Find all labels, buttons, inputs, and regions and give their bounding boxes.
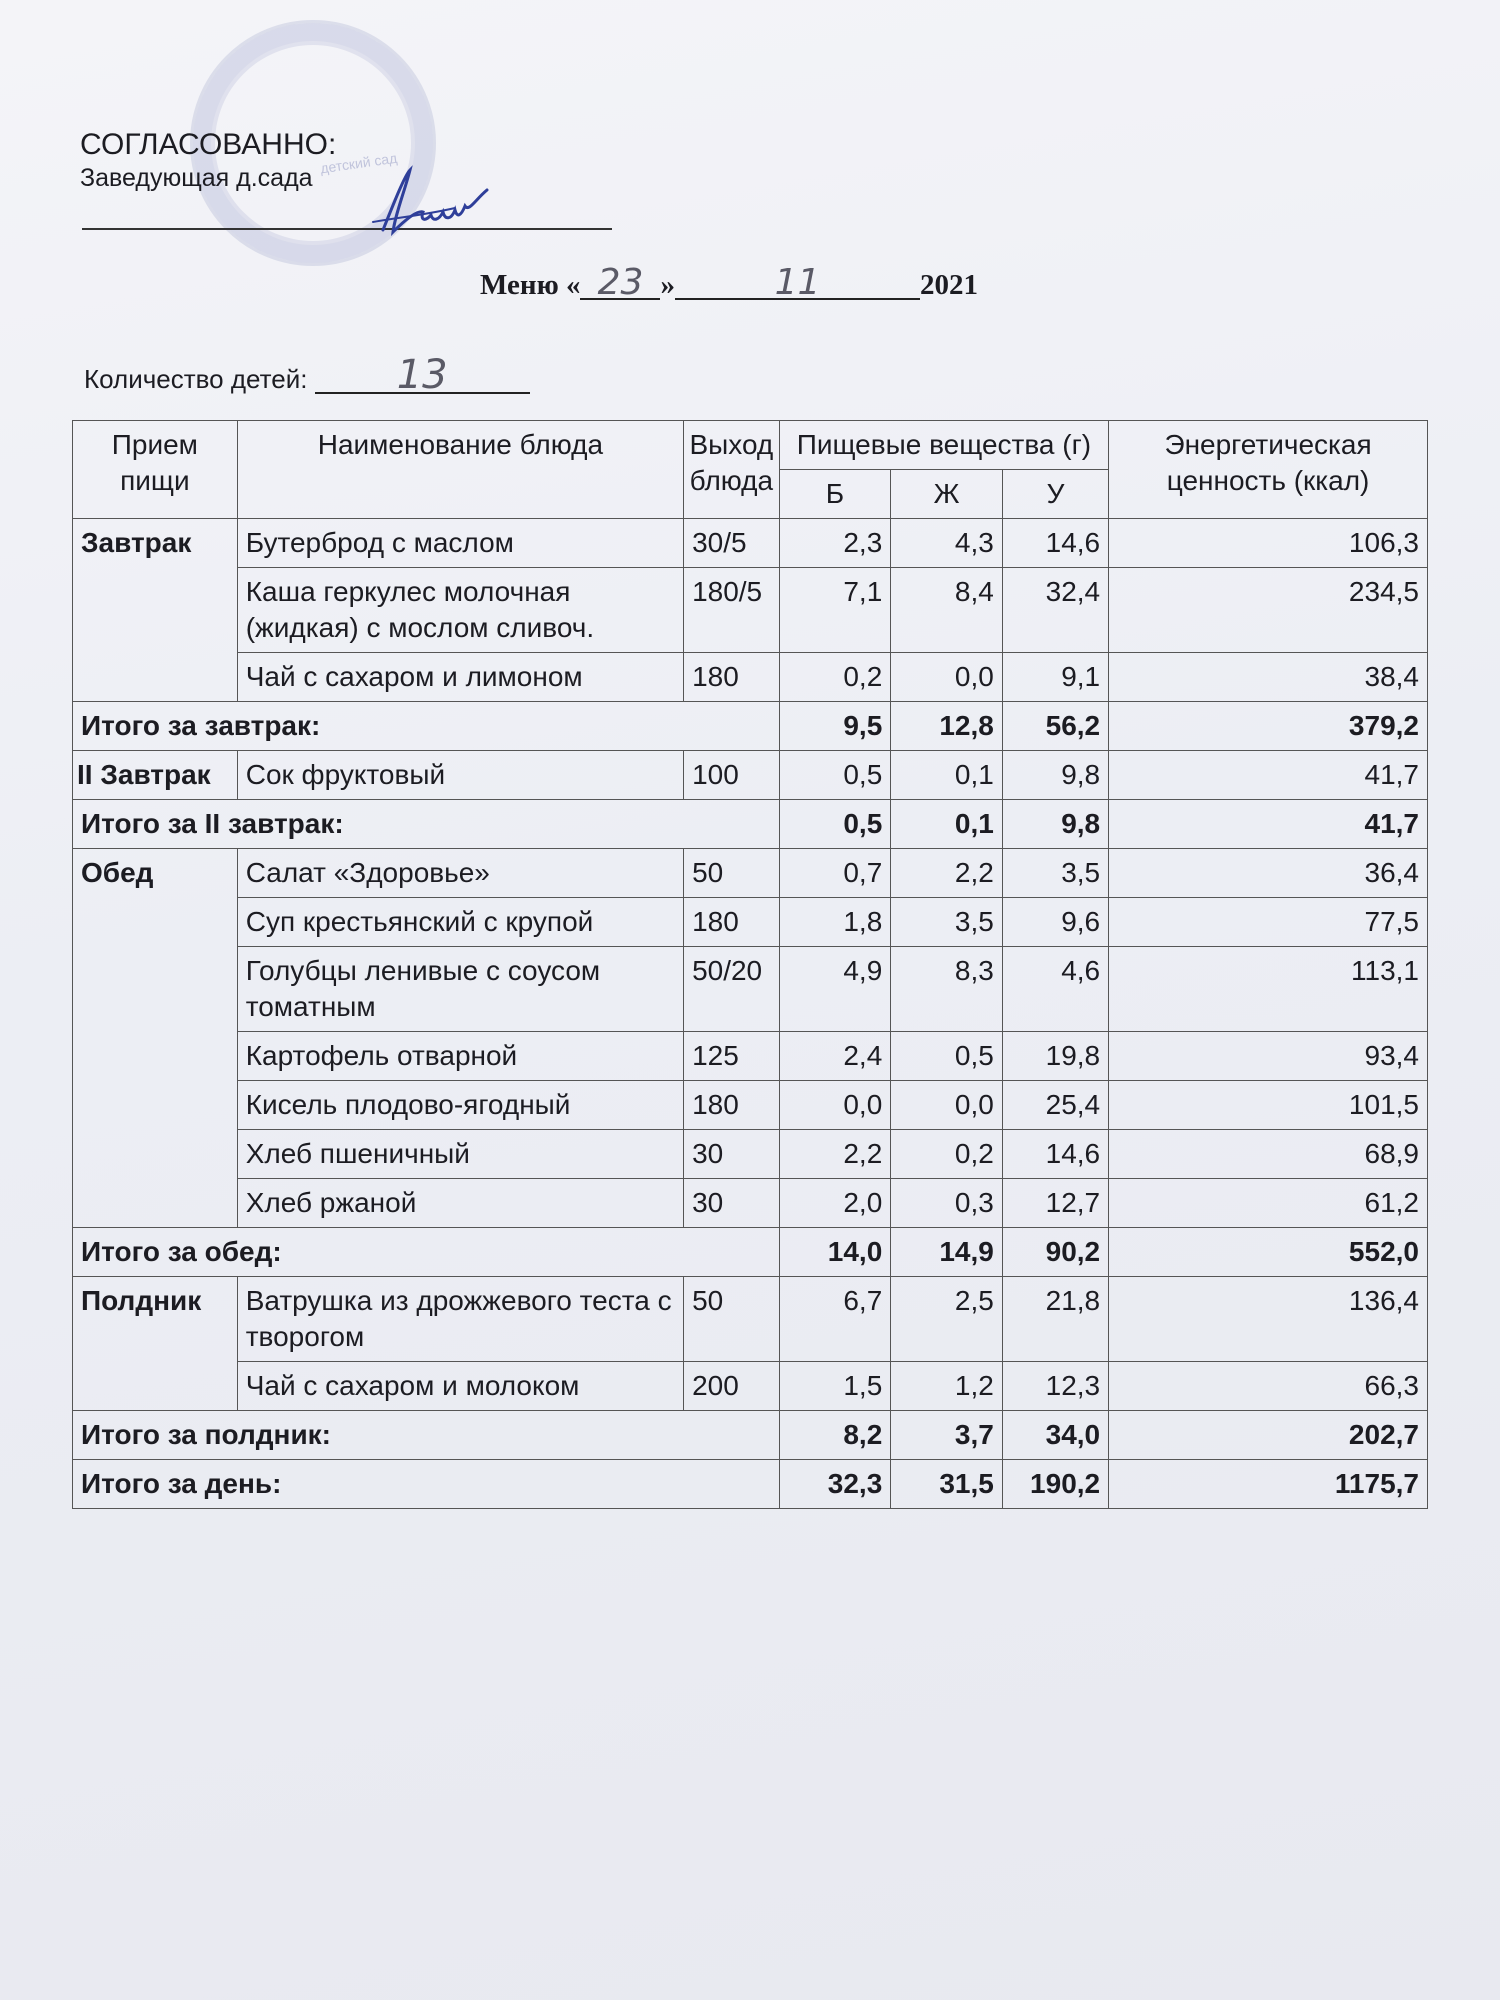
header-b: Б xyxy=(779,470,891,519)
total-b: 14,0 xyxy=(779,1228,891,1277)
total-b: 32,3 xyxy=(779,1460,891,1509)
header-nutrients: Пищевые вещества (г) xyxy=(779,421,1108,470)
dish-zh: 4,3 xyxy=(891,519,1003,568)
dish-b: 0,7 xyxy=(779,849,891,898)
dish-yield: 125 xyxy=(684,1032,780,1081)
dish-kcal: 36,4 xyxy=(1109,849,1428,898)
children-count-value: 13 xyxy=(315,358,530,394)
dish-name: Чай с сахаром и лимоном xyxy=(237,653,683,702)
dish-zh: 0,5 xyxy=(891,1032,1003,1081)
header-zh: Ж xyxy=(891,470,1003,519)
dish-yield: 30 xyxy=(684,1130,780,1179)
dish-yield: 200 xyxy=(684,1362,780,1411)
total-label: Итого за день: xyxy=(73,1460,780,1509)
total-zh: 0,1 xyxy=(891,800,1003,849)
menu-title-mid: » xyxy=(660,269,675,301)
total-u: 9,8 xyxy=(1002,800,1108,849)
dish-b: 2,4 xyxy=(779,1032,891,1081)
dish-u: 12,3 xyxy=(1002,1362,1108,1411)
header-dish: Наименование блюда xyxy=(237,421,683,519)
dish-zh: 1,2 xyxy=(891,1362,1003,1411)
dish-name: Ватрушка из дрожжевого теста с творогом xyxy=(237,1277,683,1362)
total-label: Итого за завтрак: xyxy=(73,702,780,751)
total-kcal: 41,7 xyxy=(1109,800,1428,849)
dish-b: 2,0 xyxy=(779,1179,891,1228)
stamp-text: детский сад xyxy=(319,149,399,177)
signature-line xyxy=(82,228,612,230)
dish-zh: 8,4 xyxy=(891,568,1003,653)
dish-kcal: 93,4 xyxy=(1109,1032,1428,1081)
dish-yield: 180 xyxy=(684,653,780,702)
total-u: 90,2 xyxy=(1002,1228,1108,1277)
total-label: Итого за обед: xyxy=(73,1228,780,1277)
dish-kcal: 234,5 xyxy=(1109,568,1428,653)
handwritten-signature xyxy=(365,160,495,250)
total-kcal: 552,0 xyxy=(1109,1228,1428,1277)
total-zh: 31,5 xyxy=(891,1460,1003,1509)
dish-name: Хлеб пшеничный xyxy=(237,1130,683,1179)
dish-name: Чай с сахаром и молоком xyxy=(237,1362,683,1411)
dish-b: 2,3 xyxy=(779,519,891,568)
total-zh: 3,7 xyxy=(891,1411,1003,1460)
dish-name: Хлеб ржаной xyxy=(237,1179,683,1228)
meal-snack: Полдник xyxy=(73,1277,238,1411)
menu-title-prefix: Меню « xyxy=(480,269,581,301)
header-yield: Выход блюда xyxy=(684,421,780,519)
table-row xyxy=(73,1362,1428,1411)
total-label: Итого за полдник: xyxy=(73,1411,780,1460)
dish-kcal: 106,3 xyxy=(1109,519,1428,568)
dish-b: 0,5 xyxy=(779,751,891,800)
dish-b: 6,7 xyxy=(779,1277,891,1362)
dish-zh: 0,3 xyxy=(891,1179,1003,1228)
dish-u: 4,6 xyxy=(1002,947,1108,1032)
menu-table xyxy=(72,420,1428,1509)
meal-breakfast2: II Завтрак xyxy=(73,751,238,800)
total-kcal: 379,2 xyxy=(1109,702,1428,751)
dish-b: 7,1 xyxy=(779,568,891,653)
dish-name: Сок фруктовый xyxy=(237,751,683,800)
total-u: 190,2 xyxy=(1002,1460,1108,1509)
table-row xyxy=(73,1130,1428,1179)
dish-yield: 180 xyxy=(684,1081,780,1130)
dish-kcal: 41,7 xyxy=(1109,751,1428,800)
dish-u: 32,4 xyxy=(1002,568,1108,653)
approval-heading: СОГЛАСОВАННО: xyxy=(80,128,337,161)
dish-u: 9,1 xyxy=(1002,653,1108,702)
approval-position: Заведующая д.сада xyxy=(80,164,313,192)
table-row xyxy=(73,751,1428,800)
table-row xyxy=(73,653,1428,702)
dish-b: 0,2 xyxy=(779,653,891,702)
dish-yield: 100 xyxy=(684,751,780,800)
meal-lunch: Обед xyxy=(73,849,238,1228)
dish-zh: 8,3 xyxy=(891,947,1003,1032)
total-b: 8,2 xyxy=(779,1411,891,1460)
menu-day: 23 xyxy=(580,268,660,300)
dish-b: 1,5 xyxy=(779,1362,891,1411)
dish-u: 25,4 xyxy=(1002,1081,1108,1130)
total-u: 34,0 xyxy=(1002,1411,1108,1460)
header-meal: Прием пищи xyxy=(73,421,238,519)
dish-yield: 50 xyxy=(684,1277,780,1362)
header-energy: Энергетическая ценность (ккал) xyxy=(1109,421,1428,519)
dish-u: 14,6 xyxy=(1002,519,1108,568)
dish-yield: 180 xyxy=(684,898,780,947)
menu-title xyxy=(480,262,978,303)
dish-yield: 30/5 xyxy=(684,519,780,568)
table-row xyxy=(73,898,1428,947)
dish-zh: 2,5 xyxy=(891,1277,1003,1362)
meal-breakfast: Завтрак xyxy=(73,519,238,702)
total-zh: 12,8 xyxy=(891,702,1003,751)
dish-zh: 2,2 xyxy=(891,849,1003,898)
dish-yield: 50 xyxy=(684,849,780,898)
approval-block xyxy=(80,128,336,194)
dish-b: 4,9 xyxy=(779,947,891,1032)
table-row xyxy=(73,1277,1428,1362)
dish-kcal: 136,4 xyxy=(1109,1277,1428,1362)
total-zh: 14,9 xyxy=(891,1228,1003,1277)
dish-zh: 0,0 xyxy=(891,1081,1003,1130)
dish-u: 9,8 xyxy=(1002,751,1108,800)
total-row-breakfast xyxy=(73,702,1428,751)
dish-kcal: 113,1 xyxy=(1109,947,1428,1032)
dish-name: Кисель плодово-ягодный xyxy=(237,1081,683,1130)
dish-zh: 3,5 xyxy=(891,898,1003,947)
dish-b: 1,8 xyxy=(779,898,891,947)
table-row xyxy=(73,519,1428,568)
dish-u: 19,8 xyxy=(1002,1032,1108,1081)
table-header-row xyxy=(73,421,1428,470)
dish-kcal: 77,5 xyxy=(1109,898,1428,947)
dish-b: 0,0 xyxy=(779,1081,891,1130)
total-u: 56,2 xyxy=(1002,702,1108,751)
dish-zh: 0,2 xyxy=(891,1130,1003,1179)
table-row xyxy=(73,849,1428,898)
table-row xyxy=(73,947,1428,1032)
menu-month: 11 xyxy=(675,268,920,300)
dish-name: Картофель отварной xyxy=(237,1032,683,1081)
dish-kcal: 101,5 xyxy=(1109,1081,1428,1130)
dish-kcal: 68,9 xyxy=(1109,1130,1428,1179)
dish-name: Салат «Здоровье» xyxy=(237,849,683,898)
children-count-label: Количество детей: xyxy=(84,364,308,394)
dish-u: 14,6 xyxy=(1002,1130,1108,1179)
total-row-breakfast2 xyxy=(73,800,1428,849)
total-b: 0,5 xyxy=(779,800,891,849)
dish-name: Суп крестьянский с крупой xyxy=(237,898,683,947)
total-row-lunch xyxy=(73,1228,1428,1277)
total-kcal: 202,7 xyxy=(1109,1411,1428,1460)
table-row xyxy=(73,1081,1428,1130)
dish-kcal: 38,4 xyxy=(1109,653,1428,702)
menu-year: 2021 xyxy=(919,269,978,301)
total-b: 9,5 xyxy=(779,702,891,751)
total-kcal: 1175,7 xyxy=(1109,1460,1428,1509)
total-label: Итого за II завтрак: xyxy=(73,800,780,849)
total-row-snack xyxy=(73,1411,1428,1460)
dish-yield: 180/5 xyxy=(684,568,780,653)
dish-b: 2,2 xyxy=(779,1130,891,1179)
dish-kcal: 66,3 xyxy=(1109,1362,1428,1411)
dish-zh: 0,0 xyxy=(891,653,1003,702)
dish-name: Бутерброд с маслом xyxy=(237,519,683,568)
dish-u: 3,5 xyxy=(1002,849,1108,898)
dish-zh: 0,1 xyxy=(891,751,1003,800)
table-row xyxy=(73,1032,1428,1081)
dish-name: Голубцы ленивые с соусом томатным xyxy=(237,947,683,1032)
dish-kcal: 61,2 xyxy=(1109,1179,1428,1228)
dish-u: 12,7 xyxy=(1002,1179,1108,1228)
total-row-day xyxy=(73,1460,1428,1509)
dish-name: Каша геркулес молочная (жидкая) с мослом сливоч. xyxy=(237,568,683,653)
table-row xyxy=(73,1179,1428,1228)
dish-yield: 50/20 xyxy=(684,947,780,1032)
dish-yield: 30 xyxy=(684,1179,780,1228)
children-count-line xyxy=(84,352,530,398)
header-u: У xyxy=(1002,470,1108,519)
dish-u: 9,6 xyxy=(1002,898,1108,947)
dish-u: 21,8 xyxy=(1002,1277,1108,1362)
table-row xyxy=(73,568,1428,653)
